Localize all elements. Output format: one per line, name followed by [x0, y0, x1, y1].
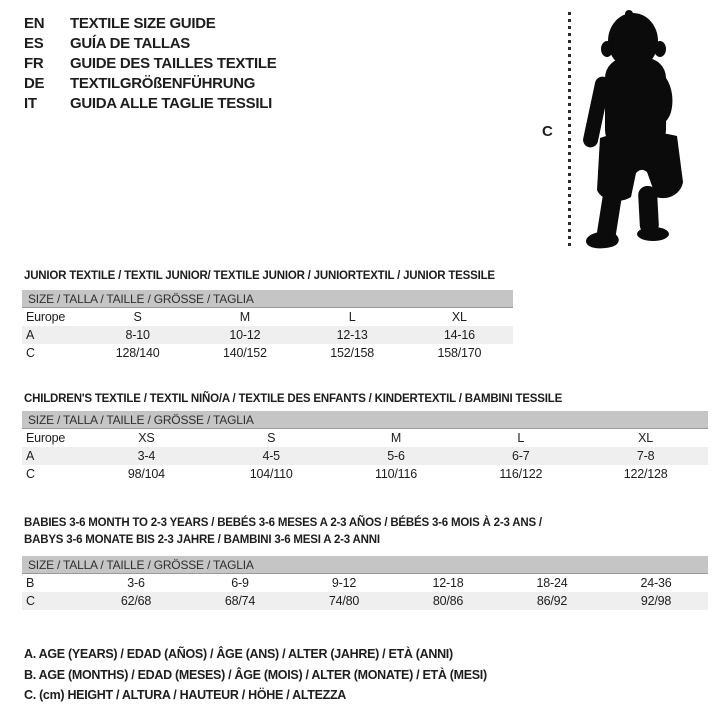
row-label: Europe	[26, 431, 66, 445]
table-cell: M	[390, 431, 402, 445]
table-cell: 12-13	[299, 326, 406, 344]
babies-size-table	[22, 556, 708, 610]
table-cell: XS	[138, 431, 155, 445]
section-title-children: CHILDREN'S TEXTILE / TEXTIL NIÑO/A / TEXTILE DES ENFANTS / KINDERTEXTIL / BAMBINI TESSILE	[24, 392, 563, 405]
table-cell: L	[348, 310, 356, 324]
table-header-row	[22, 556, 708, 574]
table-header-cell: SIZE / TALLA / TAILLE / GRÖSSE / TAGLIA	[22, 556, 708, 574]
row-label: A	[22, 326, 84, 344]
table-row	[22, 326, 513, 344]
note-age-years: A. AGE (YEARS) / EDAD (AÑOS) / ÂGE (ANS) / ALTER (JAHRE) / ETÀ (ANNI)	[24, 647, 453, 661]
table-row	[22, 429, 708, 448]
table-cell: 110/116	[375, 467, 417, 481]
table-cell: 8-10	[84, 326, 191, 344]
row-label: Europe	[26, 310, 66, 324]
table-header-cell: SIZE / TALLA / TAILLE / GRÖSSE / TAGLIA	[22, 290, 513, 308]
table-row	[22, 344, 513, 362]
table-cell: M	[239, 310, 250, 324]
table-cell: 104/110	[249, 467, 293, 481]
height-figure	[530, 0, 720, 260]
table-cell: 152/158	[330, 346, 375, 360]
row-label: A	[22, 447, 84, 465]
table-cell: 5-6	[334, 447, 459, 465]
note-height-cm: C. (cm) HEIGHT / ALTURA / HAUTEUR / HÖHE / ALTEZZA	[24, 688, 347, 702]
language-list	[24, 14, 276, 114]
table-row	[22, 574, 708, 593]
table-cell: L	[517, 431, 525, 445]
legend-notes	[24, 644, 487, 706]
language-row-de	[24, 74, 276, 94]
table-cell: 4-5	[209, 447, 334, 465]
language-code: FR	[24, 55, 44, 72]
row-label: B	[26, 576, 35, 590]
table-cell: 62/68	[84, 592, 188, 610]
table-cell: 80/86	[396, 592, 500, 610]
section-title-babies	[24, 515, 624, 549]
section-title-junior: JUNIOR TEXTILE / TEXTIL JUNIOR/ TEXTILE JUNIOR / JUNIORTEXTIL / JUNIOR TESSILE	[24, 269, 495, 282]
children-size-table	[22, 411, 708, 483]
language-label: TEXTILGRÖßENFÜHRUNG	[70, 75, 256, 92]
table-cell: 98/104	[127, 467, 165, 481]
table-cell: 122/128	[623, 467, 668, 481]
table-row	[22, 592, 708, 610]
table-cell: 3-4	[84, 447, 209, 465]
table-cell: 3-6	[127, 576, 145, 590]
language-label: GUIDE DES TAILLES TEXTILE	[70, 55, 277, 72]
section-title-babies-line1: BABIES 3-6 MONTH TO 2-3 YEARS / BEBÉS 3-6 MESES A 2-3 AÑOS / BÉBÉS 3-6 MOIS À 2-3 ANS /	[24, 516, 542, 529]
language-code: IT	[24, 95, 37, 112]
language-row-en	[24, 14, 276, 34]
table-cell: 6-7	[458, 447, 583, 465]
language-label: GUIDA ALLE TAGLIE TESSILI	[70, 95, 272, 112]
note-age-months: B. AGE (MONTHS) / EDAD (MESES) / ÂGE (MOIS) / ALTER (MONATE) / ETÀ (MESI)	[24, 667, 487, 682]
language-label: GUÍA DE TALLAS	[70, 35, 190, 52]
table-row	[22, 447, 708, 465]
table-header-row	[22, 290, 513, 308]
section-title-babies-line2: BABYS 3-6 MONATE BIS 2-3 JAHRE / BAMBINI 3-6 MESI A 2-3 ANNI	[24, 533, 380, 546]
table-cell: 18-24	[536, 576, 568, 590]
table-header-row	[22, 411, 708, 429]
table-cell: 86/92	[500, 592, 604, 610]
table-cell: 128/140	[115, 346, 160, 360]
table-row	[22, 465, 708, 483]
table-cell: XL	[451, 310, 467, 324]
table-cell: 9-12	[331, 576, 357, 590]
table-cell: 24-36	[640, 576, 672, 590]
table-cell: 14-16	[406, 326, 513, 344]
table-cell: 158/170	[437, 346, 482, 360]
table-cell: 12-18	[432, 576, 464, 590]
row-label: C	[22, 592, 84, 610]
language-row-it	[24, 94, 276, 114]
table-cell: 140/152	[222, 346, 267, 360]
table-cell: XL	[638, 431, 654, 445]
language-code: DE	[24, 75, 45, 92]
table-cell: S	[267, 431, 276, 445]
language-code: EN	[24, 15, 45, 32]
height-measure-label: C	[542, 123, 553, 140]
table-cell: 10-12	[191, 326, 298, 344]
language-row-fr	[24, 54, 276, 74]
table-cell: 92/98	[604, 592, 708, 610]
language-label: TEXTILE SIZE GUIDE	[70, 15, 216, 32]
toddler-silhouette-icon	[530, 0, 720, 260]
row-label: C	[26, 346, 35, 360]
table-cell: S	[133, 310, 142, 324]
row-label: C	[26, 467, 35, 481]
junior-size-table	[22, 290, 513, 362]
table-header-cell: SIZE / TALLA / TAILLE / GRÖSSE / TAGLIA	[22, 411, 708, 429]
table-cell: 6-9	[231, 576, 249, 590]
language-code: ES	[24, 35, 44, 52]
table-cell: 116/122	[499, 467, 543, 481]
table-cell: 68/74	[188, 592, 292, 610]
table-cell: 74/80	[292, 592, 396, 610]
table-row	[22, 308, 513, 327]
language-row-es	[24, 34, 276, 54]
table-cell: 7-8	[583, 447, 708, 465]
